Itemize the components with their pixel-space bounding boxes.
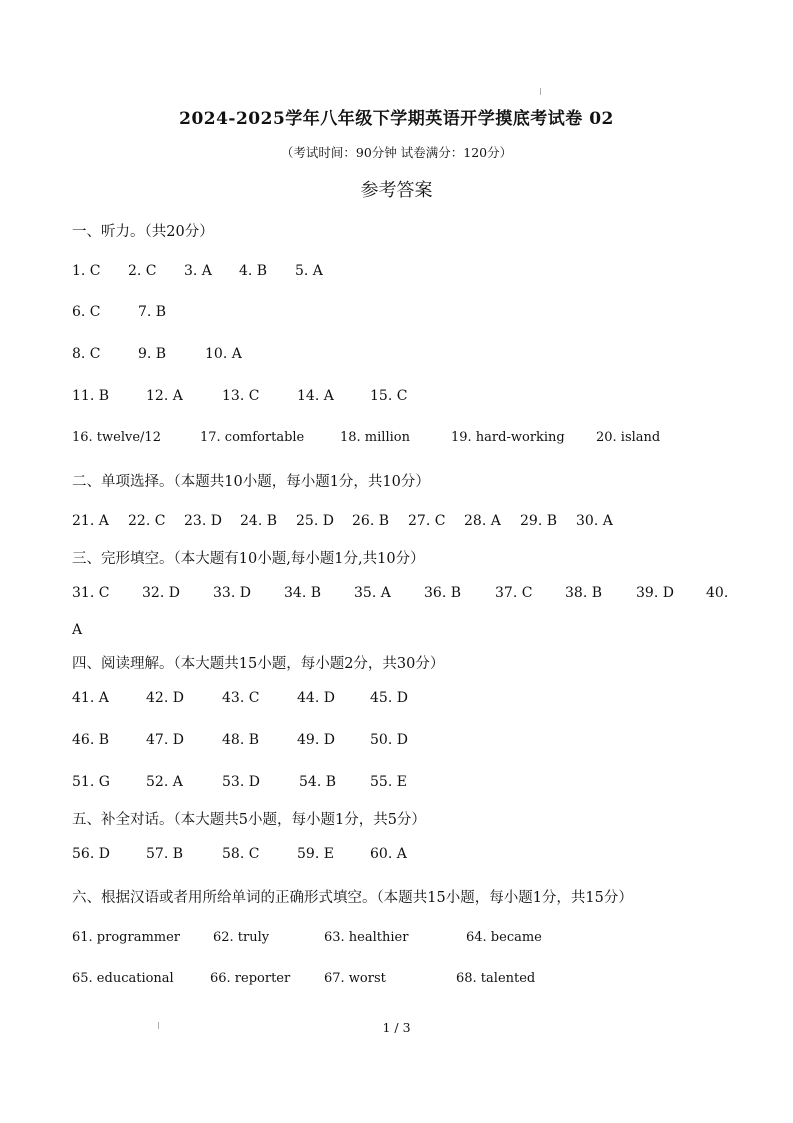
answer-item: 18. million xyxy=(340,430,410,445)
answer-item: 47. D xyxy=(146,732,184,748)
answer-item: 55. E xyxy=(370,774,407,790)
answer-item: 61. programmer xyxy=(72,930,181,945)
section-reading: 四、阅读理解。（本大题共15小题，每小题2分，共30分） xyxy=(72,656,445,672)
answer-item: 26. B xyxy=(352,513,390,529)
answer-item: 13. C xyxy=(222,388,260,404)
section-listening: 一、听力。（共20分） xyxy=(72,224,214,240)
answer-item: 17. comfortable xyxy=(200,430,305,445)
answer-item: 21. A xyxy=(72,513,109,529)
answer-item: 32. D xyxy=(142,585,180,601)
answer-item: 16. twelve/12 xyxy=(72,430,161,445)
answer-item: 15. C xyxy=(370,388,408,404)
answer-item: 59. E xyxy=(297,846,334,862)
answer-item: 41. A xyxy=(72,690,109,706)
answer-item: 66. reporter xyxy=(210,971,291,986)
answer-item: 8. C xyxy=(72,346,101,362)
answer-item: 43. C xyxy=(222,690,260,706)
answer-item: 46. B xyxy=(72,732,110,748)
answer-item: 4. B xyxy=(239,263,268,279)
answer-item: 19. hard-working xyxy=(451,430,565,445)
answer-item: 28. A xyxy=(464,513,501,529)
answer-item: 48. B xyxy=(222,732,260,748)
section-cloze: 三、完形填空。（本大题有10小题,每小题1分,共10分） xyxy=(72,551,425,567)
answer-item: 36. B xyxy=(424,585,462,601)
answer-item: 27. C xyxy=(408,513,446,529)
answer-item: 22. C xyxy=(128,513,166,529)
answer-item: 67. worst xyxy=(324,971,386,986)
answer-item: 14. A xyxy=(297,388,334,404)
answer-item: 68. talented xyxy=(456,971,536,986)
answer-item: 52. A xyxy=(146,774,183,790)
answer-item: 42. D xyxy=(146,690,184,706)
answer-item: 57. B xyxy=(146,846,184,862)
answer-item: 54. B xyxy=(299,774,337,790)
answer-item: 6. C xyxy=(72,304,101,320)
section-fill-in: 六、根据汉语或者用所给单词的正确形式填空。（本题共15小题，每小题1分，共15分） xyxy=(72,890,633,906)
answer-item: 35. A xyxy=(354,585,391,601)
answer-item: 45. D xyxy=(370,690,408,706)
answer-item: 53. D xyxy=(222,774,260,790)
answer-item: 3. A xyxy=(184,263,212,279)
section-dialogue: 五、补全对话。（本大题共5小题，每小题1分，共5分） xyxy=(72,812,426,828)
answer-item: 7. B xyxy=(138,304,167,320)
exam-title: 2024-2025学年八年级下学期英语开学摸底考试卷 02 xyxy=(179,109,614,129)
answer-item: 65. educational xyxy=(72,971,174,986)
answer-item: 44. D xyxy=(297,690,335,706)
answer-item: 33. D xyxy=(213,585,251,601)
answer-item: A xyxy=(72,622,83,638)
answer-item: 31. C xyxy=(72,585,110,601)
answer-item: 64. became xyxy=(466,930,542,945)
margin-mark xyxy=(540,88,541,95)
answer-item: 2. C xyxy=(128,263,157,279)
answer-item: 23. D xyxy=(184,513,222,529)
exam-subtitle: （考试时间：90分钟 试卷满分：120分） xyxy=(280,145,513,160)
answer-item: 20. island xyxy=(596,430,661,445)
answer-item: 39. D xyxy=(636,585,674,601)
answer-item: 5. A xyxy=(295,263,323,279)
answer-item: 63. healthier xyxy=(324,930,409,945)
answer-item: 30. A xyxy=(576,513,613,529)
answer-item: 49. D xyxy=(297,732,335,748)
answer-item: 62. truly xyxy=(213,930,270,945)
answer-item: 38. B xyxy=(565,585,603,601)
answer-item: 56. D xyxy=(72,846,110,862)
answer-item: 24. B xyxy=(240,513,278,529)
page-number: 1 / 3 xyxy=(382,1020,411,1035)
answer-item: 1. C xyxy=(72,263,101,279)
answer-item: 50. D xyxy=(370,732,408,748)
answer-item: 25. D xyxy=(296,513,334,529)
section-single-choice: 二、单项选择。（本题共10小题，每小题1分，共10分） xyxy=(72,474,430,490)
answer-item: 10. A xyxy=(205,346,242,362)
answer-item: 60. A xyxy=(370,846,407,862)
answer-item: 40. xyxy=(706,585,729,601)
answer-item: 58. C xyxy=(222,846,260,862)
answer-item: 11. B xyxy=(72,388,110,404)
answer-item: 34. B xyxy=(284,585,322,601)
answer-item: 9. B xyxy=(138,346,167,362)
answer-item: 51. G xyxy=(72,774,110,790)
answer-heading: 参考答案 xyxy=(360,180,433,201)
answer-item: 12. A xyxy=(146,388,183,404)
answer-item: 29. B xyxy=(520,513,558,529)
answer-item: 37. C xyxy=(495,585,533,601)
